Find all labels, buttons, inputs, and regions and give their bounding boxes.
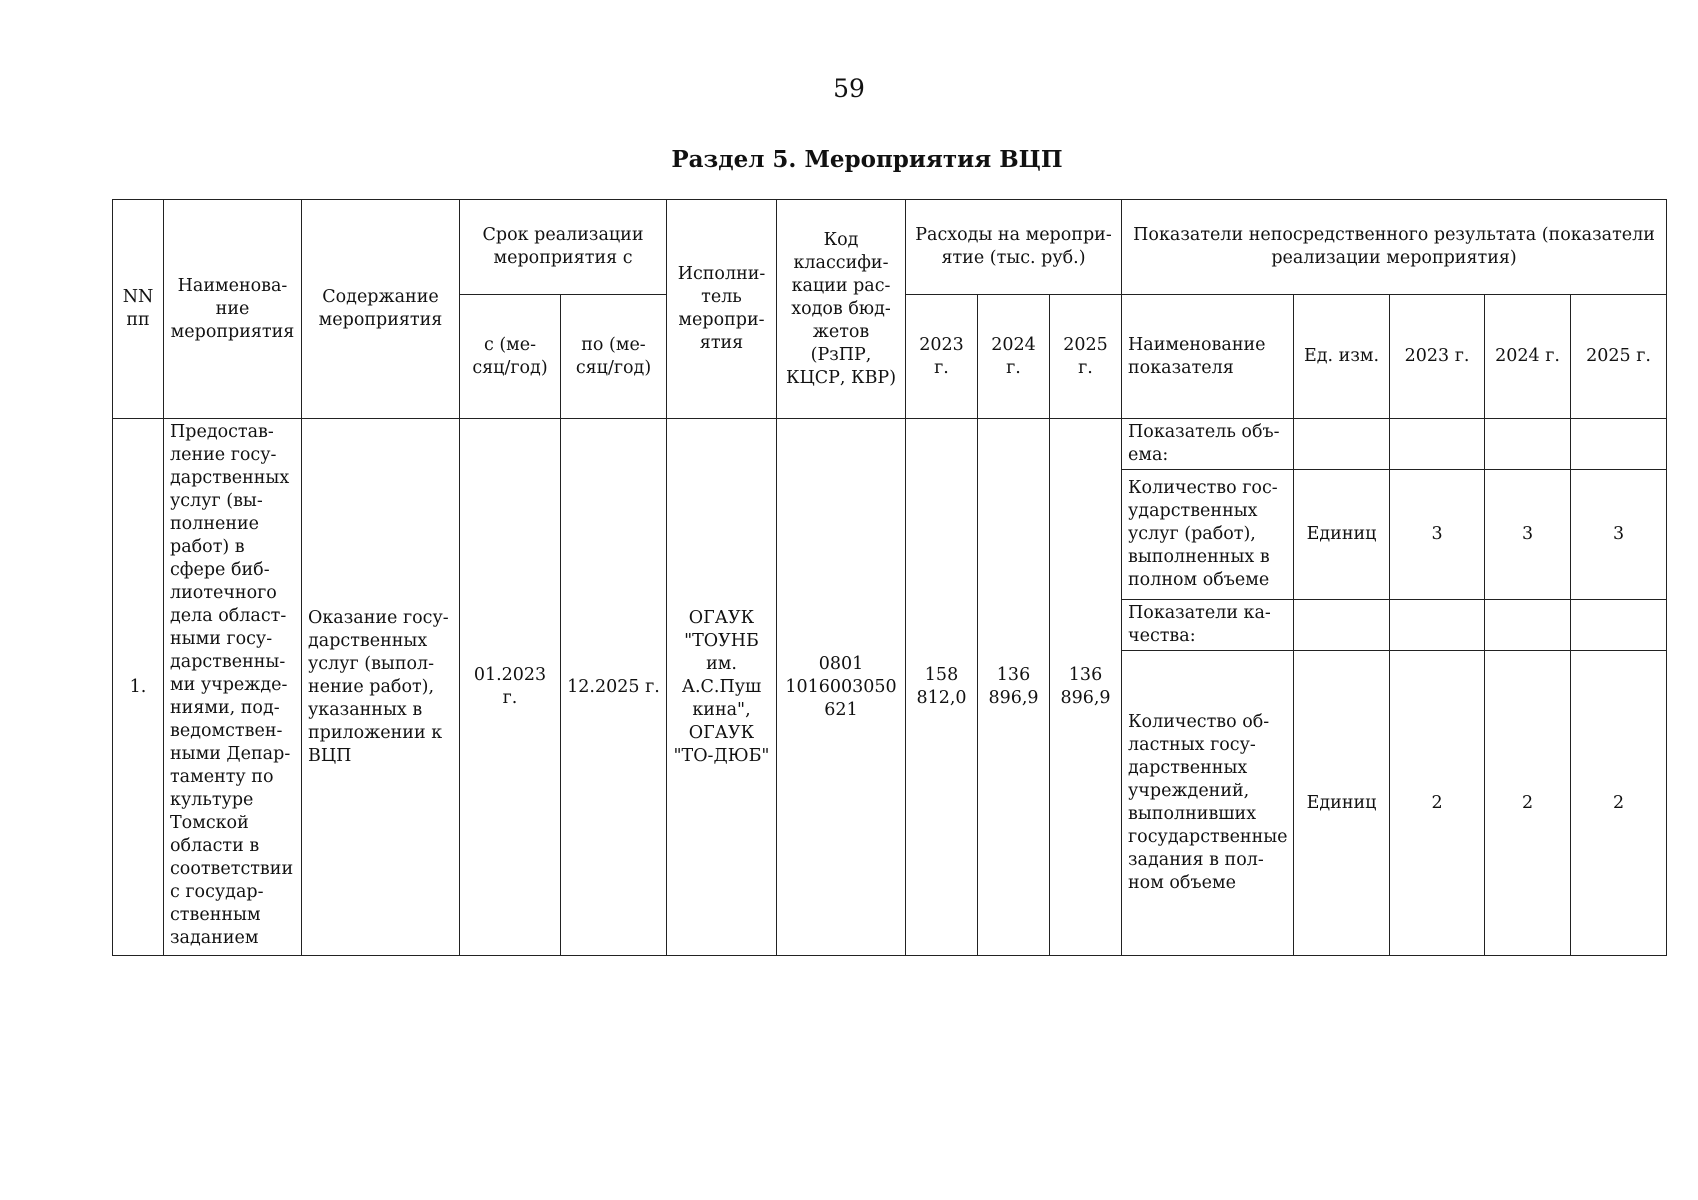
header-indicators: Показатели непосредственного результата (показатели реализации мероприятия)	[1122, 200, 1667, 295]
indicator-name: Количество об-ластных госу-дарственных учреждений, выполнивших государственные задания в пол-ном объеме	[1122, 651, 1294, 956]
row-nn: 1.	[113, 419, 164, 956]
indicator-2023: 3	[1390, 470, 1485, 600]
measures-table	[112, 199, 1667, 956]
indicator-unit	[1294, 600, 1390, 651]
header-term-to: по (ме-сяц/год)	[561, 295, 667, 419]
header-expenses: Расходы на меропри-ятие (тыс. руб.)	[906, 200, 1122, 295]
header-measure-content: Содержание мероприятия	[302, 200, 460, 419]
table-row	[113, 419, 1667, 470]
indicator-unit	[1294, 419, 1390, 470]
row-measure-content: Оказание госу-дарственных услуг (выпол-нение работ), указанных в приложении к ВЦП	[302, 419, 460, 956]
indicator-2025: 2	[1571, 651, 1667, 956]
indicator-2025	[1571, 600, 1667, 651]
section-title: Раздел 5. Мероприятия ВЦП	[671, 146, 1063, 173]
header-nn: NN пп	[113, 200, 164, 419]
row-measure-name: Предостав-ление госу-дарственных услуг (вы-полнение работ) в сфере биб-лиотечного дела област-ными госу-дарственны-ми учрежде-ниями, под-ведомствен-ными Депар-таменту по культуре Томской области в соответствии с государ-ственным заданием	[164, 419, 302, 956]
indicator-2024	[1485, 419, 1571, 470]
header-term-from: с (ме-сяц/год)	[460, 295, 561, 419]
row-budget-code: 0801 1016003050 621	[777, 419, 906, 956]
header-executor: Исполни-тель меропри-ятия	[667, 200, 777, 419]
header-indicator-name: Наименование показателя	[1122, 295, 1294, 419]
header-term: Срок реализации мероприятия с	[460, 200, 667, 295]
indicator-name: Количество гос-ударственных услуг (работ), выполненных в полном объеме	[1122, 470, 1294, 600]
page-number: 59	[833, 74, 865, 103]
row-expenses-2024: 136 896,9	[978, 419, 1050, 956]
indicator-2023	[1390, 419, 1485, 470]
indicator-unit: Единиц	[1294, 470, 1390, 600]
header-budget-code: Код классифи-кации рас-ходов бюд-жетов (РзПР, КЦСР, КВР)	[777, 200, 906, 419]
header-indicator-2025: 2025 г.	[1571, 295, 1667, 419]
row-term-to: 12.2025 г.	[561, 419, 667, 956]
row-executor: ОГАУК "ТОУНБ им. А.С.Пуш кина", ОГАУК "ТО-ДЮБ"	[667, 419, 777, 956]
row-expenses-2025: 136 896,9	[1050, 419, 1122, 956]
indicator-name: Показатель объ-ема:	[1122, 419, 1294, 470]
indicator-2025: 3	[1571, 470, 1667, 600]
indicator-2024	[1485, 600, 1571, 651]
indicator-name: Показатели ка-чества:	[1122, 600, 1294, 651]
indicator-2023	[1390, 600, 1485, 651]
header-indicator-2023: 2023 г.	[1390, 295, 1485, 419]
header-measure-name: Наименова-ние мероприятия	[164, 200, 302, 419]
header-expenses-2024: 2024 г.	[978, 295, 1050, 419]
indicator-2024: 2	[1485, 651, 1571, 956]
row-term-from: 01.2023 г.	[460, 419, 561, 956]
indicator-2025	[1571, 419, 1667, 470]
header-expenses-2023: 2023 г.	[906, 295, 978, 419]
row-expenses-2023: 158 812,0	[906, 419, 978, 956]
indicator-2024: 3	[1485, 470, 1571, 600]
header-row-1	[113, 200, 1667, 295]
header-expenses-2025: 2025 г.	[1050, 295, 1122, 419]
indicator-unit: Единиц	[1294, 651, 1390, 956]
header-indicator-2024: 2024 г.	[1485, 295, 1571, 419]
header-indicator-unit: Ед. изм.	[1294, 295, 1390, 419]
indicator-2023: 2	[1390, 651, 1485, 956]
